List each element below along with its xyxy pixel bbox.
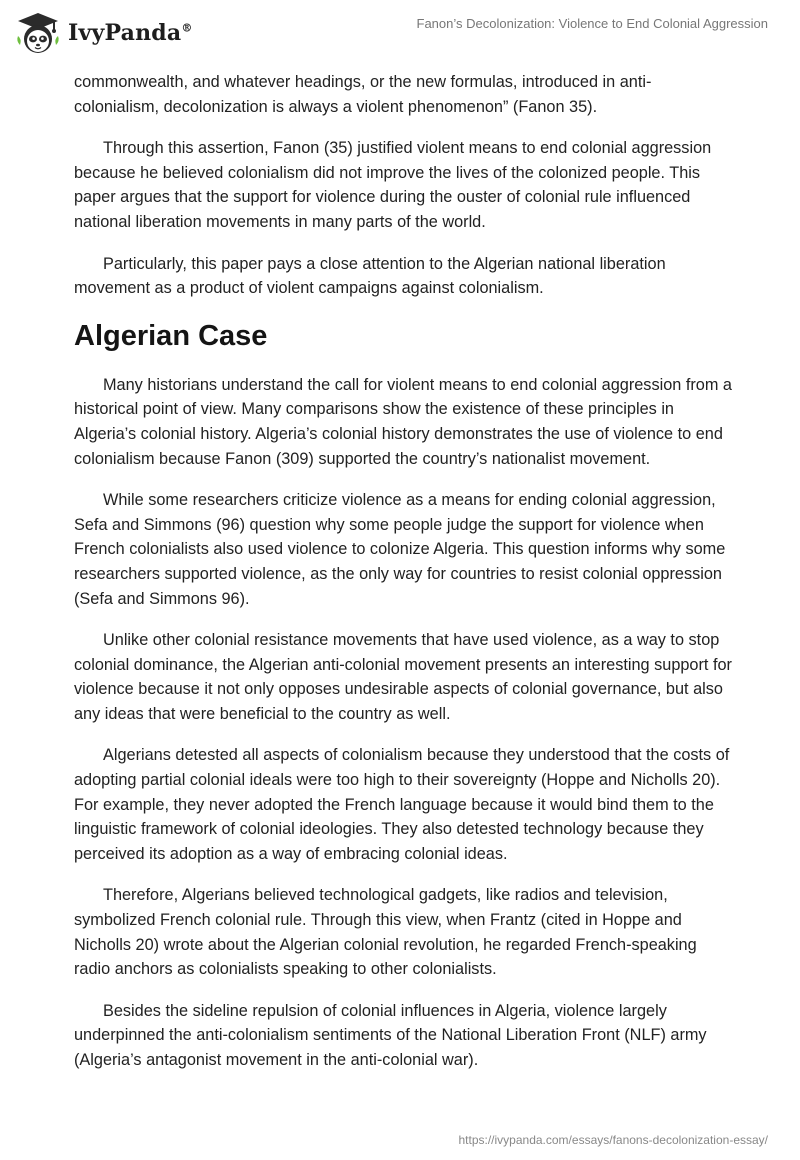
paragraph: Algerians detested all aspects of colonialism because they understood that the costs of adopting partial colonial ideals were too high to their sovereignty (Hoppe and Nicholls 20). For example, they never adopted the French language because it would bind them to the linguistic framework of colonial ideologies. They also detested technology because they perceived its adoption as a way of embracing colonial ideas. [74,746,730,863]
panda-graduate-icon [14,11,62,55]
paragraph: Many historians understand the call for violent means to end colonial aggression from a historical point of view. Many comparisons show the existence of these principles in Algeria’s colonial history. Algeria’s colonial history demonstrates the use of violence to end colonialism because Fanon (309) supported the country’s nationalist movement. [74,375,732,468]
logo-wordmark: IvyPanda® [68,20,193,46]
page-header [0,0,800,70]
essay-body [74,70,734,1090]
paragraph: While some researchers criticize violence as a means for ending colonial aggression, Sefa and Simmons (96) question why some people judge the support for violence when French colonialists also used violence to colonize Algeria. This question informs why some researchers supported violence, as the only way for countries to resist colonial oppression (Sefa and Simmons 96). [74,491,726,608]
paragraph: Particularly, this paper pays a close attention to the Algerian national liberation movement as a product of violent campaigns against colonialism. [74,254,666,298]
source-url-link[interactable]: https://ivypanda.com/essays/fanons-decolonization-essay/ [458,1133,768,1147]
paragraph: Unlike other colonial resistance movements that have used violence, as a way to stop colonial dominance, the Algerian anti-colonial movement presents an interesting support for violence because it not only opposes undesirable aspects of colonial governance, but also any ideas that were beneficial to the country as well. [74,631,732,723]
ivypanda-logo[interactable] [14,8,193,58]
paragraph: Therefore, Algerians believed technological gadgets, like radios and television, symbolized French colonial rule. Through this view, when Frantz (cited in Hoppe and Nicholls 20) wrote about the Algerian colonial revolution, he regarded French-speaking radio anchors as colonialists speaking to other colonialists. [74,886,697,979]
paragraph-continued: commonwealth, and whatever headings, or the new formulas, introduced in anti-colonialism, decolonization is always a violent phenomenon” (Fanon 35). [74,73,652,116]
paragraph: Besides the sideline repulsion of colonial influences in Algeria, violence largely underpinned the anti-colonialism sentiments of the National Liberation Front (NLF) army (Algeria’s antagonist movement in the anti-colonial war). [74,1001,707,1069]
section-heading: Algerian Case [74,319,268,352]
document-title: Fanon’s Decolonization: Violence to End Colonial Aggression [416,16,768,31]
paragraph: Through this assertion, Fanon (35) justified violent means to end colonial aggression because he believed colonialism did not improve the lives of the colonized people. This paper argues that the support for violence during the ouster of colonial rule influenced national liberation movements in many parts of the world. [74,139,712,231]
